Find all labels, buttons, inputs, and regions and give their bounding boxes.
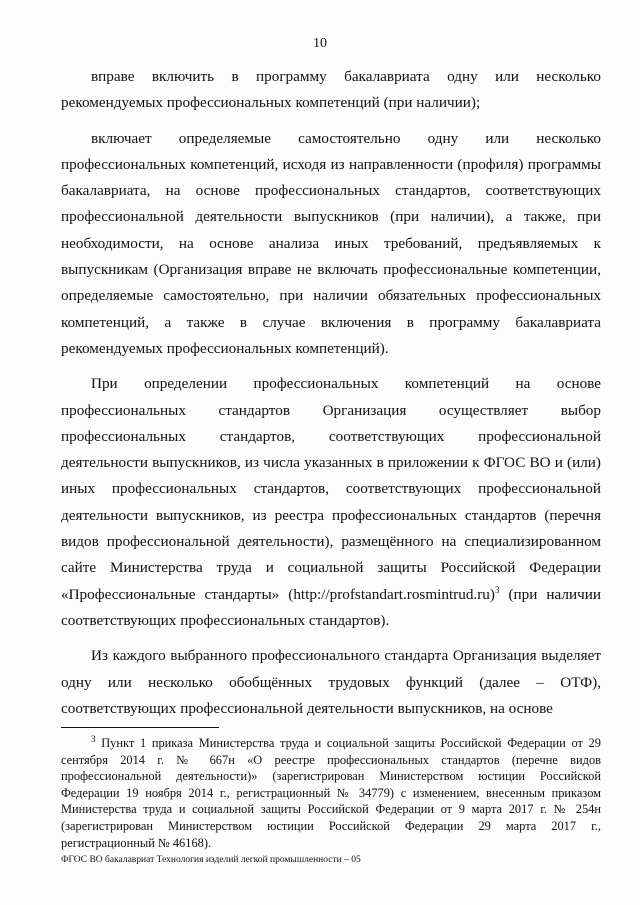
body-text (61, 64, 601, 722)
footnote-text: Пункт 1 приказа Министерства труда и социальной защиты Российской Федерации от 29 сентября 2014 г. № 667н «О реестре профессиональных стандартов (перечне видов профессиональной деятельности)» (зарегистрирован Министерством юстиции Российской Федерации 19 ноября 2014 г., регистрационный № 34779) с изменением, внесенным приказом Министерства труда и социальной защиты Российской Федерации от 9 марта 2017 г. № 254н (зарегистрирован Министерством юстиции Российской Федерации 29 марта 2017 г., регистрационный № 46168). (61, 736, 601, 850)
footnote-marker: 3 (91, 733, 96, 744)
paragraph-1: вправе включить в программу бакалавриата одну или несколько рекомендуемых профессиональных компетенций (при наличии); (61, 68, 601, 112)
paragraph-3-continuation: (при наличии соответствующих профессиональных стандартов). (61, 585, 602, 629)
footnote (61, 735, 601, 851)
paragraph-4: Из каждого выбранного профессионального стандарта Организация выделяет одну или несколько обобщённых трудовых функций (далее – ОТФ), соответствующих профессиональной деятельности выпускников, на основе (61, 647, 601, 717)
footnote-separator (61, 727, 219, 728)
paragraph-3 (61, 371, 601, 634)
paragraph-2: включает определяемые самостоятельно одну или несколько профессиональных компетенций, исходя из направленности (профиля) программы бакалавриата, на основе профессиональных стандартов, соответствующих профессиональной деятельности выпускников (при наличии), а также, при необходимости, на основе анализа иных требований, предъявляемых к выпускникам (Организация вправе не включать профессиональные компетенции, определяемые самостоятельно, при наличии обязательных профессиональных компетенций, а также в случае включения в программу бакалавриата рекомендуемых профессиональных компетенций). (61, 129, 601, 357)
page-number: 10 (313, 36, 327, 51)
footnote-reference[interactable]: 3 (494, 584, 500, 595)
document-footer: ФГОС ВО бакалавриат Технология изделий легкой промышленности – 05 (61, 855, 361, 865)
paragraph-3-text: При определении профессиональных компетенций на основе профессиональных стандартов Организация осуществляет выбор профессиональных стандартов, соответствующих профессиональной деятельности выпускников, из числа указанных в приложении к ФГОС ВО и (или) иных профессиональных стандартов, соответствующих профессиональной деятельности выпускников, из реестра профессиональных стандартов (перечня видов профессиональной деятельности), размещённого на специализированном сайте Министерства труда и социальной защиты Российской Федерации «Профессиональные стандарты» (http://profstandart.rosmintrud.ru) (61, 375, 601, 603)
